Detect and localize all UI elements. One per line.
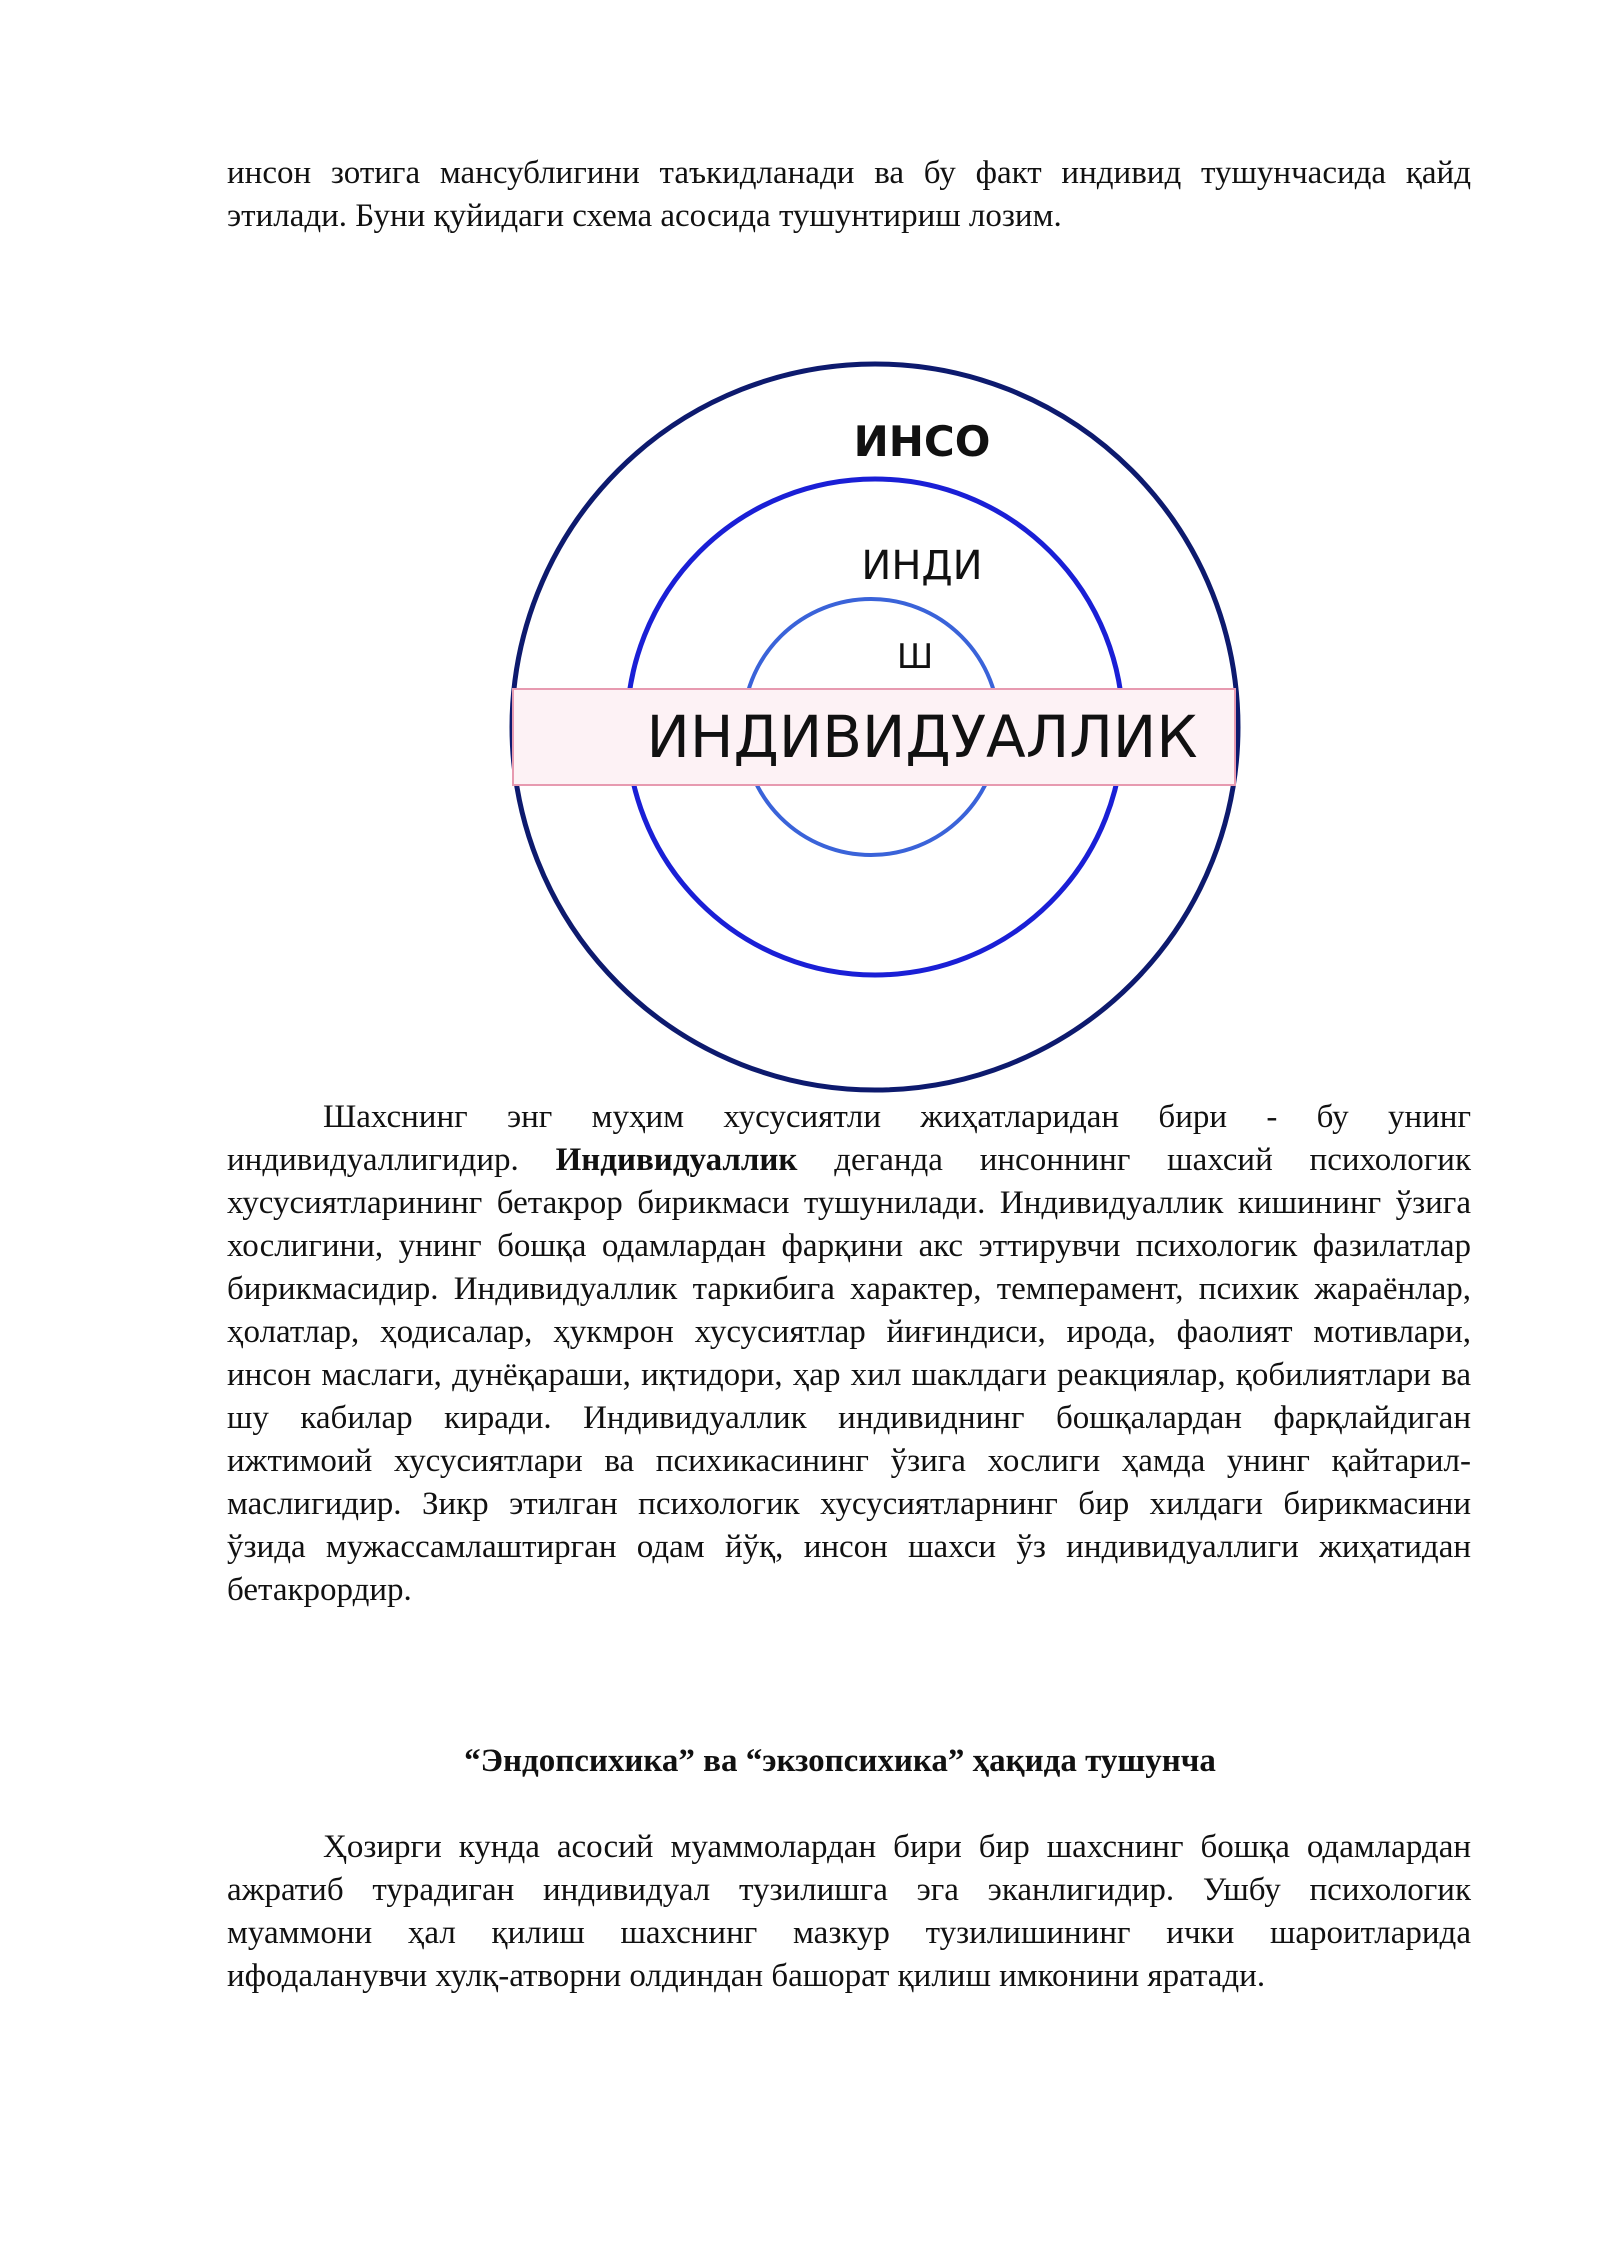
concentric-circles-diagram (0, 0, 1600, 1100)
paragraph-intro: инсон зотига мансублигини таъкидланади ва бу факт индивид тушунчасида қайд этилади. Буни қуйидаги схема асосида тушунтириш лозим. (227, 155, 1471, 234)
paragraph-individuality (227, 1096, 1471, 1612)
outer-circle-label: ИНСО (853, 417, 991, 466)
band-label: ИНДИВИДУАЛЛИК (646, 703, 1198, 771)
middle-circle-label: ИНДИ (861, 543, 983, 589)
paragraph-2-lead: Шахснинг энг муҳим хусусиятли жиҳатларидан бири - бу унинг индивидуаллигидир. (227, 1099, 1471, 1178)
inner-circle-label: Ш (896, 637, 934, 677)
section-heading: “Эндопсихика” ва “экзопсихика” ҳақида тушунча (464, 1743, 1216, 1779)
term-individuality: Индивидуаллик (555, 1142, 798, 1178)
paragraph-2-rest: деганда инсоннинг шахсий психологик хусусиятларининг бетакрор бирикмаси тушунилади. Индивидуаллик кишининг ўзига хослигини, унинг бошқа одамлардан фарқини акс эттирувчи психологик фазилатлар бирикмасидир. Индивидуаллик таркибига характер, темперамент, психик жараёнлар, ҳолатлар, ҳодисалар, ҳукмрон хусусиятлар йиғиндиси, ирода, фаолият мотивлари, инсон маслаги, дунёқараши, иқтидори, ҳар хил шаклдаги реакциялар, қобилиятлари ва шу кабилар киради. Индивидуаллик индивиднинг бошқалардан фарқлайдиган ижтимоий хусусиятлари ва психикасининг ўзига хослиги ҳамда унинг қайтарил-маслигидир. Зикр этилган психологик хусусиятларнинг бир хилдаги бирикмасини ўзида мужассамлаштирган одам йўқ, инсон шахси ўз индивидуаллиги жиҳатидан бетакрордир. (227, 1142, 1472, 1608)
paragraph-endopsychics: Ҳозирги кунда асосий муаммолардан бири бир шахснинг бошқа одамлардан ажратиб турадиган индивидуал тузилишга эга эканлигидир. Ушбу психологик муаммони ҳал қилиш шахснинг мазкур тузилишининг ички шароитларида ифодаланувчи хулқ-атворни олдиндан башорат қилиш имконини яратади. (227, 1829, 1471, 1994)
